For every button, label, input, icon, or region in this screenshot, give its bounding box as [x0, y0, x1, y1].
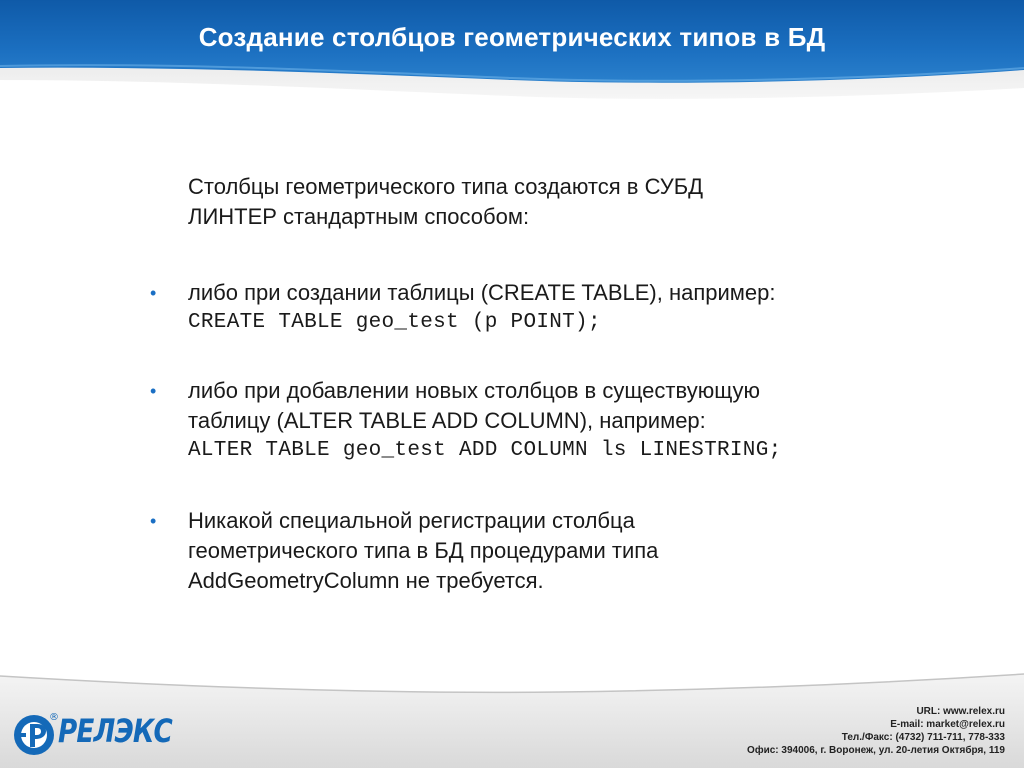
bullet-3-text-line-1: Никакой специальной регистрации столбца [188, 508, 635, 533]
bullet-1-code: CREATE TABLE geo_test (p POINT); [188, 311, 601, 334]
bullet-3-text-line-2: геометрического типа в БД процедурами типа [188, 538, 659, 563]
contact-phone: Тел./Факс: (4732) 711-711, 778-333 [841, 732, 1005, 743]
contact-office: Офис: 394006, г. Воронеж, ул. 20-летия Октября, 119 [747, 745, 1005, 756]
header-wave-graphic [0, 0, 1024, 120]
bullet-3-text-line-3: AddGeometryColumn не требуется. [188, 568, 544, 593]
bullet-2-code: ALTER TABLE geo_test ADD COLUMN ls LINESTRING; [188, 439, 782, 462]
header-banner [0, 0, 1024, 120]
logo-wordmark: РЕЛЭКС [58, 712, 172, 750]
intro-line-1: Столбцы геометрического типа создаются в СУБД [188, 174, 704, 199]
bullet-icon: • [150, 511, 157, 531]
bullet-icon: • [150, 283, 157, 303]
bullet-1-text: либо при создании таблицы (CREATE TABLE), например: [188, 280, 776, 305]
bullet-2-text-line-2: таблицу (ALTER TABLE ADD COLUMN), например: [188, 408, 706, 433]
contact-email: E-mail: market@relex.ru [890, 719, 1005, 730]
bullet-2-text-line-1: либо при добавлении новых столбцов в существующую [188, 378, 761, 403]
logo-registered-mark: ® [49, 712, 59, 723]
slide-title: Создание столбцов геометрических типов в БД [198, 22, 826, 52]
bullet-icon: • [150, 381, 157, 401]
contact-url: URL: www.relex.ru [916, 706, 1005, 717]
contact-info [747, 705, 1005, 757]
intro-line-2: ЛИНТЕР стандартным способом: [188, 204, 530, 229]
